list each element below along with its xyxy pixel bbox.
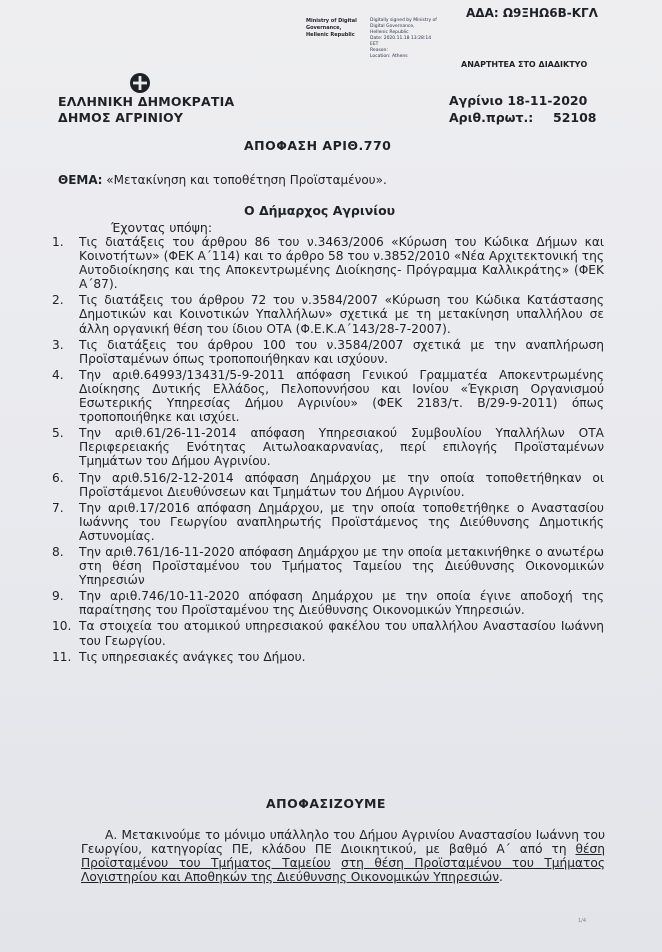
greek-emblem-icon [129,72,151,94]
mayor-heading: Ο Δήμαρχος Αγρινίου [244,203,396,218]
subject-label: ΘΕΜΑ: [58,173,103,187]
list-item: 7. Την αριθ.17/2016 απόφαση Δημάρχου, με την οποία τοποθετήθηκε ο Αναστασίου Ιωάννης του Γεωργίου αναπληρωτής Προϊστάμενος της Διεύθυνσης Δημοτικής Αστυνομίας. [52,500,604,543]
decide-heading: ΑΠΟΦΑΣΙΖΟΥΜΕ [266,796,386,811]
list-item: 1. Τις διατάξεις του άρθρου 86 του ν.3463/2006 «Κύρωση του Κώδικα Δήμων και Κοινοτήτων» (ΦΕΚ Α΄114) και το άρθρο 58 του ν.3852/2010 «Νέα Αρχιτεκτονική της Αυτοδιοίκησης και της Αποκεντρωμένης Διοίκησης- Πρόγραμμα Καλλικράτης» (ΦΕΚ Α΄87). [52,235,604,292]
list-item: 2. Τις διατάξεις του άρθρου 72 του ν.3584/2007 «Κύρωση του Κώδικα Κατάστασης Δημοτικών και Κοινοτικών Υπαλλήλων» σχετικά με τη μετακίνηση υπαλλήλου σε άλλη οργανική θέση του ίδιου ΟΤΑ (Φ.Ε.Κ.Α΄143/28-7-2007). [52,293,604,336]
considerations-list [52,235,604,666]
considering-label: Έχοντας υπόψη: [111,220,213,235]
republic-label: ΕΛΛΗΝΙΚΗ ΔΗΜΟΚΡΑΤΙΑ [58,94,235,109]
list-item: 9. Την αριθ.746/10-11-2020 απόφαση Δημάρχου με την οποία έγινε αποδοχή της παραίτησης του Προϊσταμένου της Διεύθυνσης Οικονομικών Υπηρεσιών. [52,589,604,618]
from-position: θέση Προϊσταμένου του Τμήματος Ταμείου [81,842,605,870]
place-date: Αγρίνιο 18-11-2020 [449,93,588,108]
protocol-number: 52108 [553,110,597,125]
digital-signature-org: Ministry of Digital Governance, Hellenic Republic [306,18,357,38]
list-item: 8. Την αριθ.761/16-11-2020 απόφαση Δημάρχου με την οποία μετακινήθηκε ο ανωτέρω στη θέση Προϊσταμένου του Τμήματος Ταμείου της Διεύθυνσης Οικονομικών Υπηρεσιών [52,544,604,588]
to-position: στη θέση Προϊσταμένου του Τμήματος Λογιστηρίου και Αποθηκών της Διεύθυνσης Οικονομικών Υπηρεσιών [81,856,605,884]
list-item: 11. Τις υπηρεσιακές ανάγκες του Δήμου. [52,649,306,664]
posted-online-note: ΑΝΑΡΤΗΤΕΑ ΣΤΟ ΔΙΑΔΙΚΤΥΟ [461,60,588,69]
list-item: 6. Την αριθ.516/2-12-2014 απόφαση Δημάρχου με την οποία τοποθετήθηκαν οι Προϊστάμενοι Διευθύνσεων και Τμημάτων του Δήμου Αγρινίου. [52,470,604,499]
page-number: 1/4 [578,918,587,924]
decision-title: ΑΠΟΦΑΣΗ ΑΡΙΘ.770 [244,138,392,153]
municipality-label: ΔΗΜΟΣ ΑΓΡΙΝΙΟΥ [58,110,184,125]
list-item: 10. Τα στοιχεία του ατομικού υπηρεσιακού φακέλου του υπαλλήλου Αναστασίου Ιωάννη του Γεωργίου. [52,619,604,648]
subject-text: «Μετακίνηση και τοποθέτηση Προϊσταμένου». [102,173,387,187]
subject-line [58,173,387,187]
list-item: 4. Την αριθ.64993/13431/5-9-2011 απόφαση Γενικού Γραμματέα Αποκεντρωμένης Διοίκησης Δυτικής Ελλάδος, Πελοποννήσου και Ιονίου «Έγκριση Οργανισμού Εσωτερικής Υπηρεσίας Δήμου Αγρινίου» (ΦΕΚ 2183/τ. Β/29-9-2011) όπως τροποποιήθηκε και ισχύει. [52,367,604,425]
list-item: 5. Την αριθ.61/26-11-2014 απόφαση Υπηρεσιακού Συμβουλίου Υπαλλήλων ΟΤΑ Περιφερειακής Ενότητας Αιτωλοακαρνανίας, περί επιλογής Προϊσταμένων Τμημάτων του Δήμου Αγρινίου. [52,426,604,469]
decision-paragraph: Α. Μετακινούμε το μόνιμο υπάλληλο του Δήμου Αγρινίου Αναστασίου Ιωάννη του Γεωργίου, κατηγορίας ΠΕ, κλάδου ΠΕ Διοικητικού, με βαθμό Α΄ από τη θέση Προϊσταμένου του Τμήματος Ταμείου στη θέση Προϊσταμένου του Τμήματος Λογιστηρίου και Αποθηκών της Διεύθυνσης Οικονομικών Υπηρεσιών. [81,828,605,884]
list-item: 3. Τις διατάξεις του άρθρου 100 του ν.3584/2007 σχετικά με την αναπλήρωση Προϊσταμένων όπως τροποποιήθηκαν και ισχύουν. [52,337,604,366]
digital-signature-details: Digitally signed by Ministry of Digital Governance, Hellenic Republic Date: 2020.11.18 13:28:14 EET Reason: Location: Athens [370,18,437,59]
ada-code: ΑΔΑ: Ω9ΞΗΩ6Β-ΚΓΛ [466,6,598,20]
protocol-label: Αριθ.πρωτ.: [449,110,534,125]
